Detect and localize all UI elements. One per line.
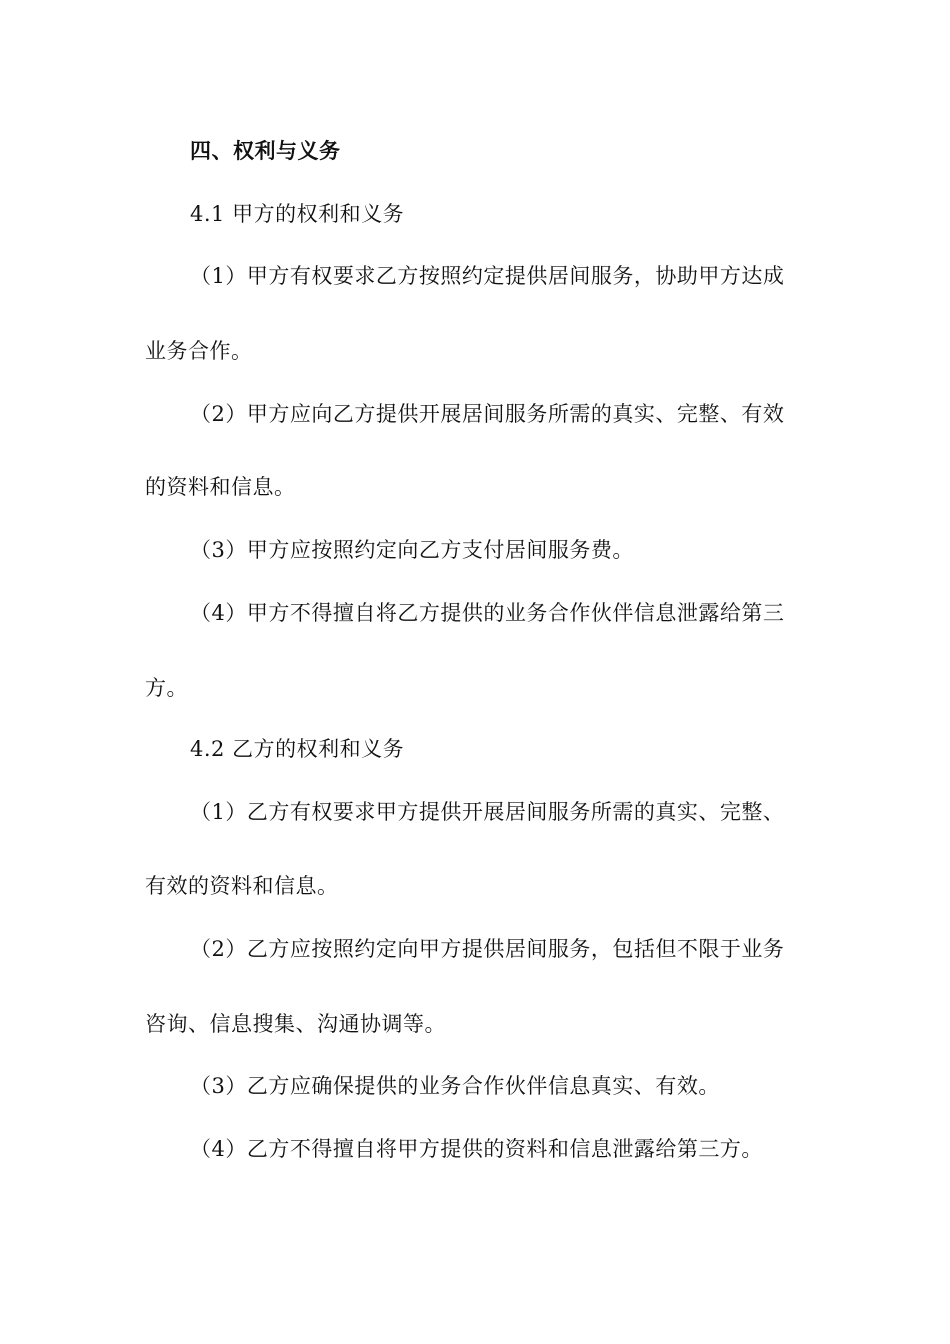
party-b-item-2-line-1: （2）乙方应按照约定向甲方提供居间服务，包括但不限于业务 xyxy=(190,937,785,961)
party-a-item-3-line-1: （3）甲方应按照约定向乙方支付居间服务费。 xyxy=(190,538,634,562)
section-heading: 四、权利与义务 xyxy=(190,139,341,163)
party-a-item-2-line-1: （2）甲方应向乙方提供开展居间服务所需的真实、完整、有效 xyxy=(190,402,785,426)
party-a-subheading: 4.1 甲方的权利和义务 xyxy=(190,202,405,226)
party-a-item-4-line-1: （4）甲方不得擅自将乙方提供的业务合作伙伴信息泄露给第三 xyxy=(190,601,785,625)
party-a-item-1-line-2: 业务合作。 xyxy=(145,339,253,363)
party-b-subheading: 4.2 乙方的权利和义务 xyxy=(190,737,405,761)
party-b-item-4-line-1: （4）乙方不得擅自将甲方提供的资料和信息泄露给第三方。 xyxy=(190,1137,763,1161)
party-b-item-1-line-1: （1）乙方有权要求甲方提供开展居间服务所需的真实、完整、 xyxy=(190,800,785,824)
party-b-item-3-line-1: （3）乙方应确保提供的业务合作伙伴信息真实、有效。 xyxy=(190,1074,720,1098)
party-a-item-4-line-2: 方。 xyxy=(145,676,188,700)
party-b-item-2-line-2: 咨询、信息搜集、沟通协调等。 xyxy=(145,1012,446,1036)
party-a-item-2-line-2: 的资料和信息。 xyxy=(145,475,296,499)
party-a-item-1-line-1: （1）甲方有权要求乙方按照约定提供居间服务，协助甲方达成 xyxy=(190,264,785,288)
party-b-item-1-line-2: 有效的资料和信息。 xyxy=(145,874,339,898)
